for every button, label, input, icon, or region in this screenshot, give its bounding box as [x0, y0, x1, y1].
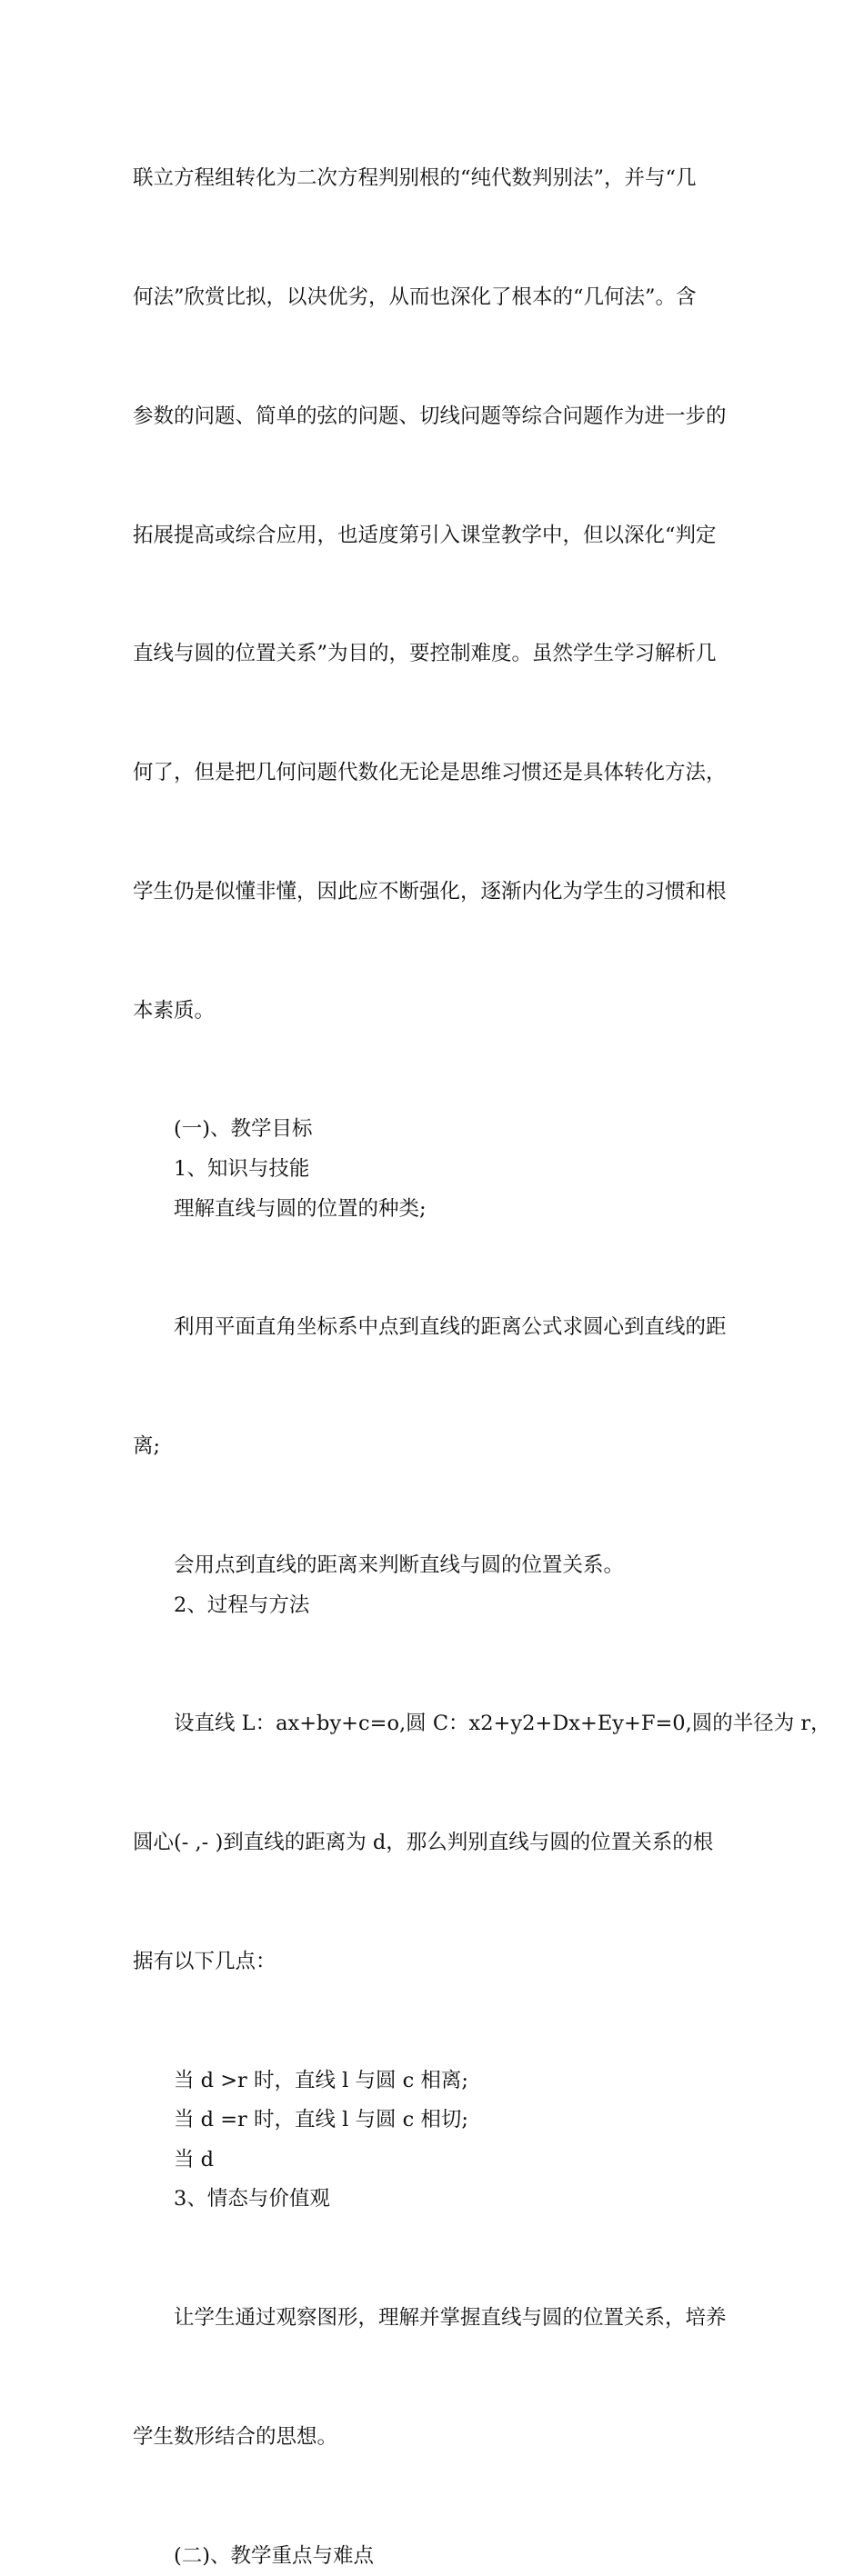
text-line: 圆心(- ,- )到直线的距离为 d，那么判别直线与圆的位置关系的根: [133, 1831, 714, 1855]
text-line: 让学生通过观察图形，理解并掌握直线与圆的位置关系，培养: [174, 2306, 727, 2331]
subheading-attitude-values: 3、情态与价值观: [174, 2187, 330, 2212]
text-line: 参数的问题、简单的弦的问题、切线问题等综合问题作为进一步的: [133, 404, 727, 428]
case-intersect: 当 d: [174, 2147, 215, 2172]
text-line: 拓展提高或综合应用，也适度第引入课堂教学中，但以深化“判定: [133, 523, 717, 547]
paragraph-methods-overview: [133, 80, 733, 1110]
subheading-knowledge-skills: 1、知识与技能: [174, 1157, 310, 1182]
goal-item-distance-formula: [133, 1229, 733, 1546]
goal-item: 会用点到直线的距离来判断直线与圆的位置关系。: [174, 1553, 625, 1577]
subheading-process-methods: 2、过程与方法: [174, 1593, 310, 1617]
text-line: 离;: [133, 1434, 161, 1459]
goal-item: 理解直线与圆的位置的种类;: [174, 1196, 427, 1221]
text-line: 设直线 L：ax+by+c=o,圆 C：x2+y2+Dx+Ey+F=0,圆的半径为 r，: [174, 1712, 831, 1736]
text-line: 学生仍是似懂非懂，因此应不断强化，逐渐内化为学生的习惯和根: [133, 879, 727, 904]
case-tangent: 当 d =r 时，直线 l 与圆 c 相切;: [174, 2108, 468, 2132]
text-line: 本素质。: [133, 998, 216, 1023]
text-line: 何了，但是把几何问题代数化无论是思维习惯还是具体转化方法，: [133, 761, 727, 785]
case-separate: 当 d >r 时，直线 l 与圆 c 相离;: [174, 2068, 468, 2092]
paragraph-values: [133, 2220, 733, 2537]
text-line: 何法”欣赏比拟，以决优劣，从而也深化了根本的“几何法”。含: [133, 285, 697, 309]
section-heading-key-points: (二)、教学重点与难点: [174, 2543, 375, 2568]
paragraph-line-circle-setup: [133, 1625, 831, 2062]
text-line: 据有以下几点：: [133, 1949, 276, 1973]
section-heading-teaching-goals: (一)、教学目标: [174, 1117, 313, 1142]
document-body: [133, 80, 831, 2576]
text-line: 直线与圆的位置关系”为目的，要控制难度。虽然学生学习解析几: [133, 642, 717, 666]
text-line: 学生数形结合的思想。: [133, 2425, 338, 2450]
text-line: 联立方程组转化为二次方程判别根的“纯代数判别法”，并与“几: [133, 166, 697, 191]
text-line: 利用平面直角坐标系中点到直线的距离公式求圆心到直线的距: [174, 1315, 727, 1340]
